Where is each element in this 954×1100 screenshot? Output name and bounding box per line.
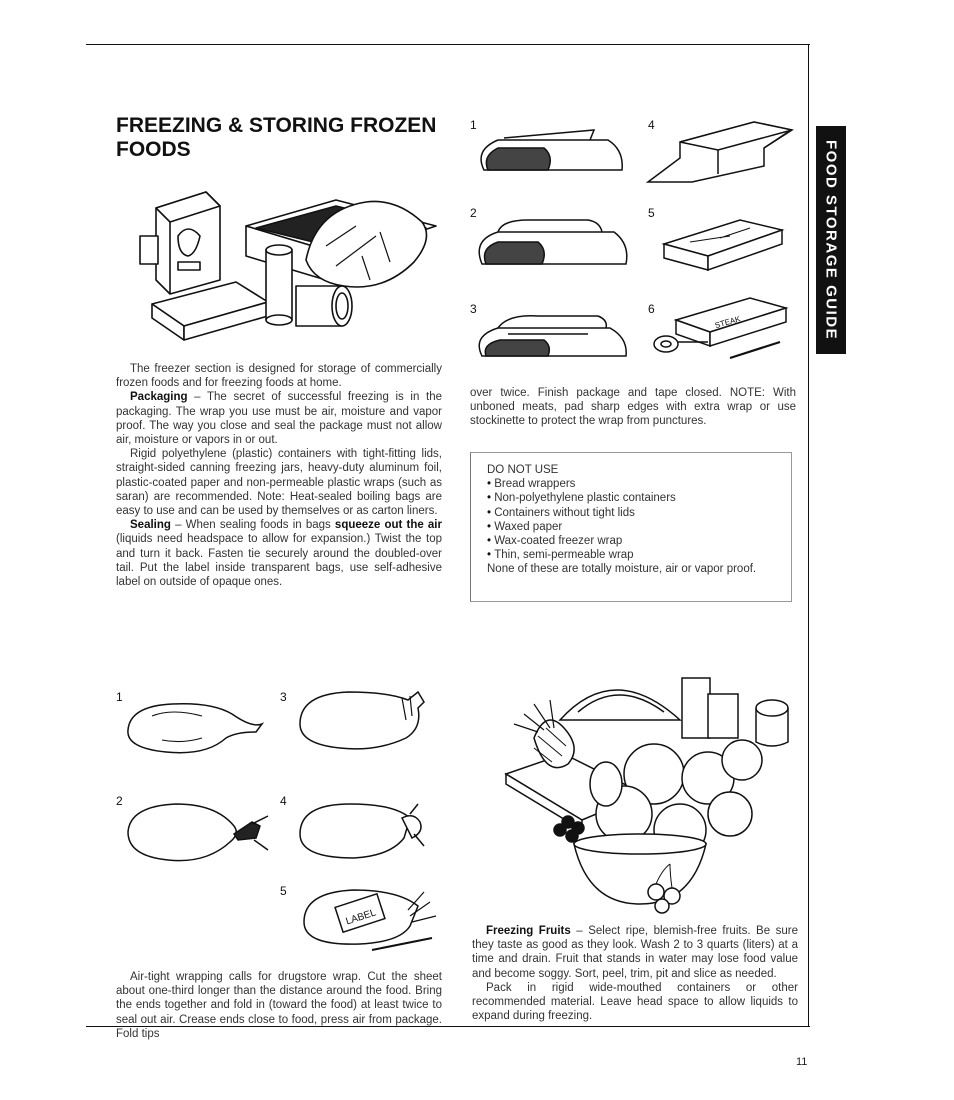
do-not-use-box xyxy=(470,452,792,602)
wrap-step-label-2: 2 xyxy=(470,206,477,220)
wrap-step-label-5: 5 xyxy=(648,206,655,220)
sealing-text-before: – When sealing foods in bags xyxy=(170,519,335,532)
fruits-illustration xyxy=(494,664,794,914)
wrap-step-3-illustration xyxy=(474,312,634,362)
bag-step-label-3: 3 xyxy=(280,690,287,704)
wrap-step-5-illustration xyxy=(660,214,786,274)
do-not-use-footer: None of these are totally moisture, air or vapor proof. xyxy=(487,563,757,576)
sealing-text-after: (liquids need headspace to allow for expansion.) Twist the top and turn it back. Fasten tie securely around the doubled-over tail. Put the label inside transparent bags, use self-adhesive label on outside of opaque ones. xyxy=(116,533,442,589)
do-not-use-heading: DO NOT USE xyxy=(487,464,559,476)
wrap-step-label-6: 6 xyxy=(648,302,655,316)
airtight-continued-paragraph: over twice. Finish package and tape closed. NOTE: With unboned meats, pad sharp edges with extra wrap or use stockinette to protect the wrap from punctures. xyxy=(470,387,796,428)
do-not-use-item: • Containers without tight lids xyxy=(487,506,781,520)
wrap-step-label-4: 4 xyxy=(648,118,655,132)
right-rule xyxy=(808,44,809,1026)
bag-step-1-illustration xyxy=(122,696,272,758)
wrap-step-6-illustration xyxy=(650,294,790,364)
top-rule xyxy=(86,44,810,45)
packaging-heading: Packaging xyxy=(130,391,188,404)
fruits-heading: Freezing Fruits xyxy=(486,925,571,937)
intro-text xyxy=(116,362,442,589)
sealing-emphasis: squeeze out the air xyxy=(334,519,442,532)
wrap-step-label-1: 1 xyxy=(470,118,477,132)
sealing-heading: Sealing xyxy=(130,519,171,532)
section-tab[interactable] xyxy=(816,126,846,354)
bag-step-label-5: 5 xyxy=(280,884,287,898)
fruits-paragraph xyxy=(472,924,798,981)
packaging-paragraph-2: Rigid polyethylene (plastic) containers with tight-fitting lids, straight-sided canning freezing jars, heavy-duty aluminum foil, plastic-coated paper and non-permeable plastic wraps (such as saran) are recommended. Note: Heat-sealed boiling bags are easy to use and can be used by themselves or as carton liners. xyxy=(116,448,442,518)
bag-step-label-4: 4 xyxy=(280,794,287,808)
fruits-text-body: – Select ripe, blemish-free fruits. Be sure they taste as good as they look. Wash 2 to 3 quarts (liters) at a time and drain. Fruit that stands in water may lose food value and become soggy. Sort, peel, trim, pit and slice as needed. xyxy=(472,925,798,980)
section-tab-label: FOOD STORAGE GUIDE xyxy=(822,139,840,341)
bag-step-3-illustration xyxy=(294,688,430,752)
bag-label-word: LABEL xyxy=(344,907,378,928)
wrap-step-2-illustration xyxy=(474,218,634,274)
airtight-text xyxy=(116,970,442,1041)
wrap-step-4-illustration xyxy=(644,120,796,186)
fruits-text xyxy=(472,924,798,1023)
airtight-paragraph: Air-tight wrapping calls for drugstore wrap. Cut the sheet about one-third longer than the distance around the food. Bring the ends together and fold in (toward the food) at least twice to seal out air. Crease ends close to food, press air from package. Fold tips xyxy=(116,971,442,1040)
do-not-use-item: • Non-polyethylene plastic containers xyxy=(487,491,781,505)
do-not-use-list xyxy=(487,477,781,562)
steak-label: STEAK xyxy=(713,314,742,331)
bag-step-4-illustration xyxy=(294,800,430,864)
wrap-step-label-3: 3 xyxy=(470,302,477,316)
do-not-use-item: • Wax-coated freezer wrap xyxy=(487,534,781,548)
packaging-paragraph xyxy=(116,390,442,447)
airtight-continued-text xyxy=(470,386,796,429)
bag-step-5-illustration xyxy=(298,886,448,958)
sealing-paragraph xyxy=(116,518,442,589)
page-title: FREEZING & STORING FROZEN FOODS xyxy=(116,114,437,161)
wrap-step-1-illustration xyxy=(474,128,634,180)
fruits-paragraph-2: Pack in rigid wide-mouthed containers or other recommended material. Leave head space to allow liquids to expand during freezing. xyxy=(472,981,798,1023)
do-not-use-item: • Bread wrappers xyxy=(487,477,781,491)
bag-step-2-illustration xyxy=(122,800,272,864)
packaging-text: – The secret of successful freezing is in the packaging. The wrap you use must be air, moisture and vapor proof. The way you close and seal the package must not allow air, moisture or vapors in or out. xyxy=(116,391,442,447)
do-not-use-item: • Thin, semi-permeable wrap xyxy=(487,548,781,562)
page-number: 11 xyxy=(796,1056,808,1068)
intro-paragraph: The freezer section is designed for storage of commercially frozen foods and for freezing foods at home. xyxy=(116,363,442,390)
do-not-use-item: • Waxed paper xyxy=(487,520,781,534)
bag-step-label-2: 2 xyxy=(116,794,123,808)
frozen-foods-illustration xyxy=(136,186,446,346)
bag-step-label-1: 1 xyxy=(116,690,123,704)
